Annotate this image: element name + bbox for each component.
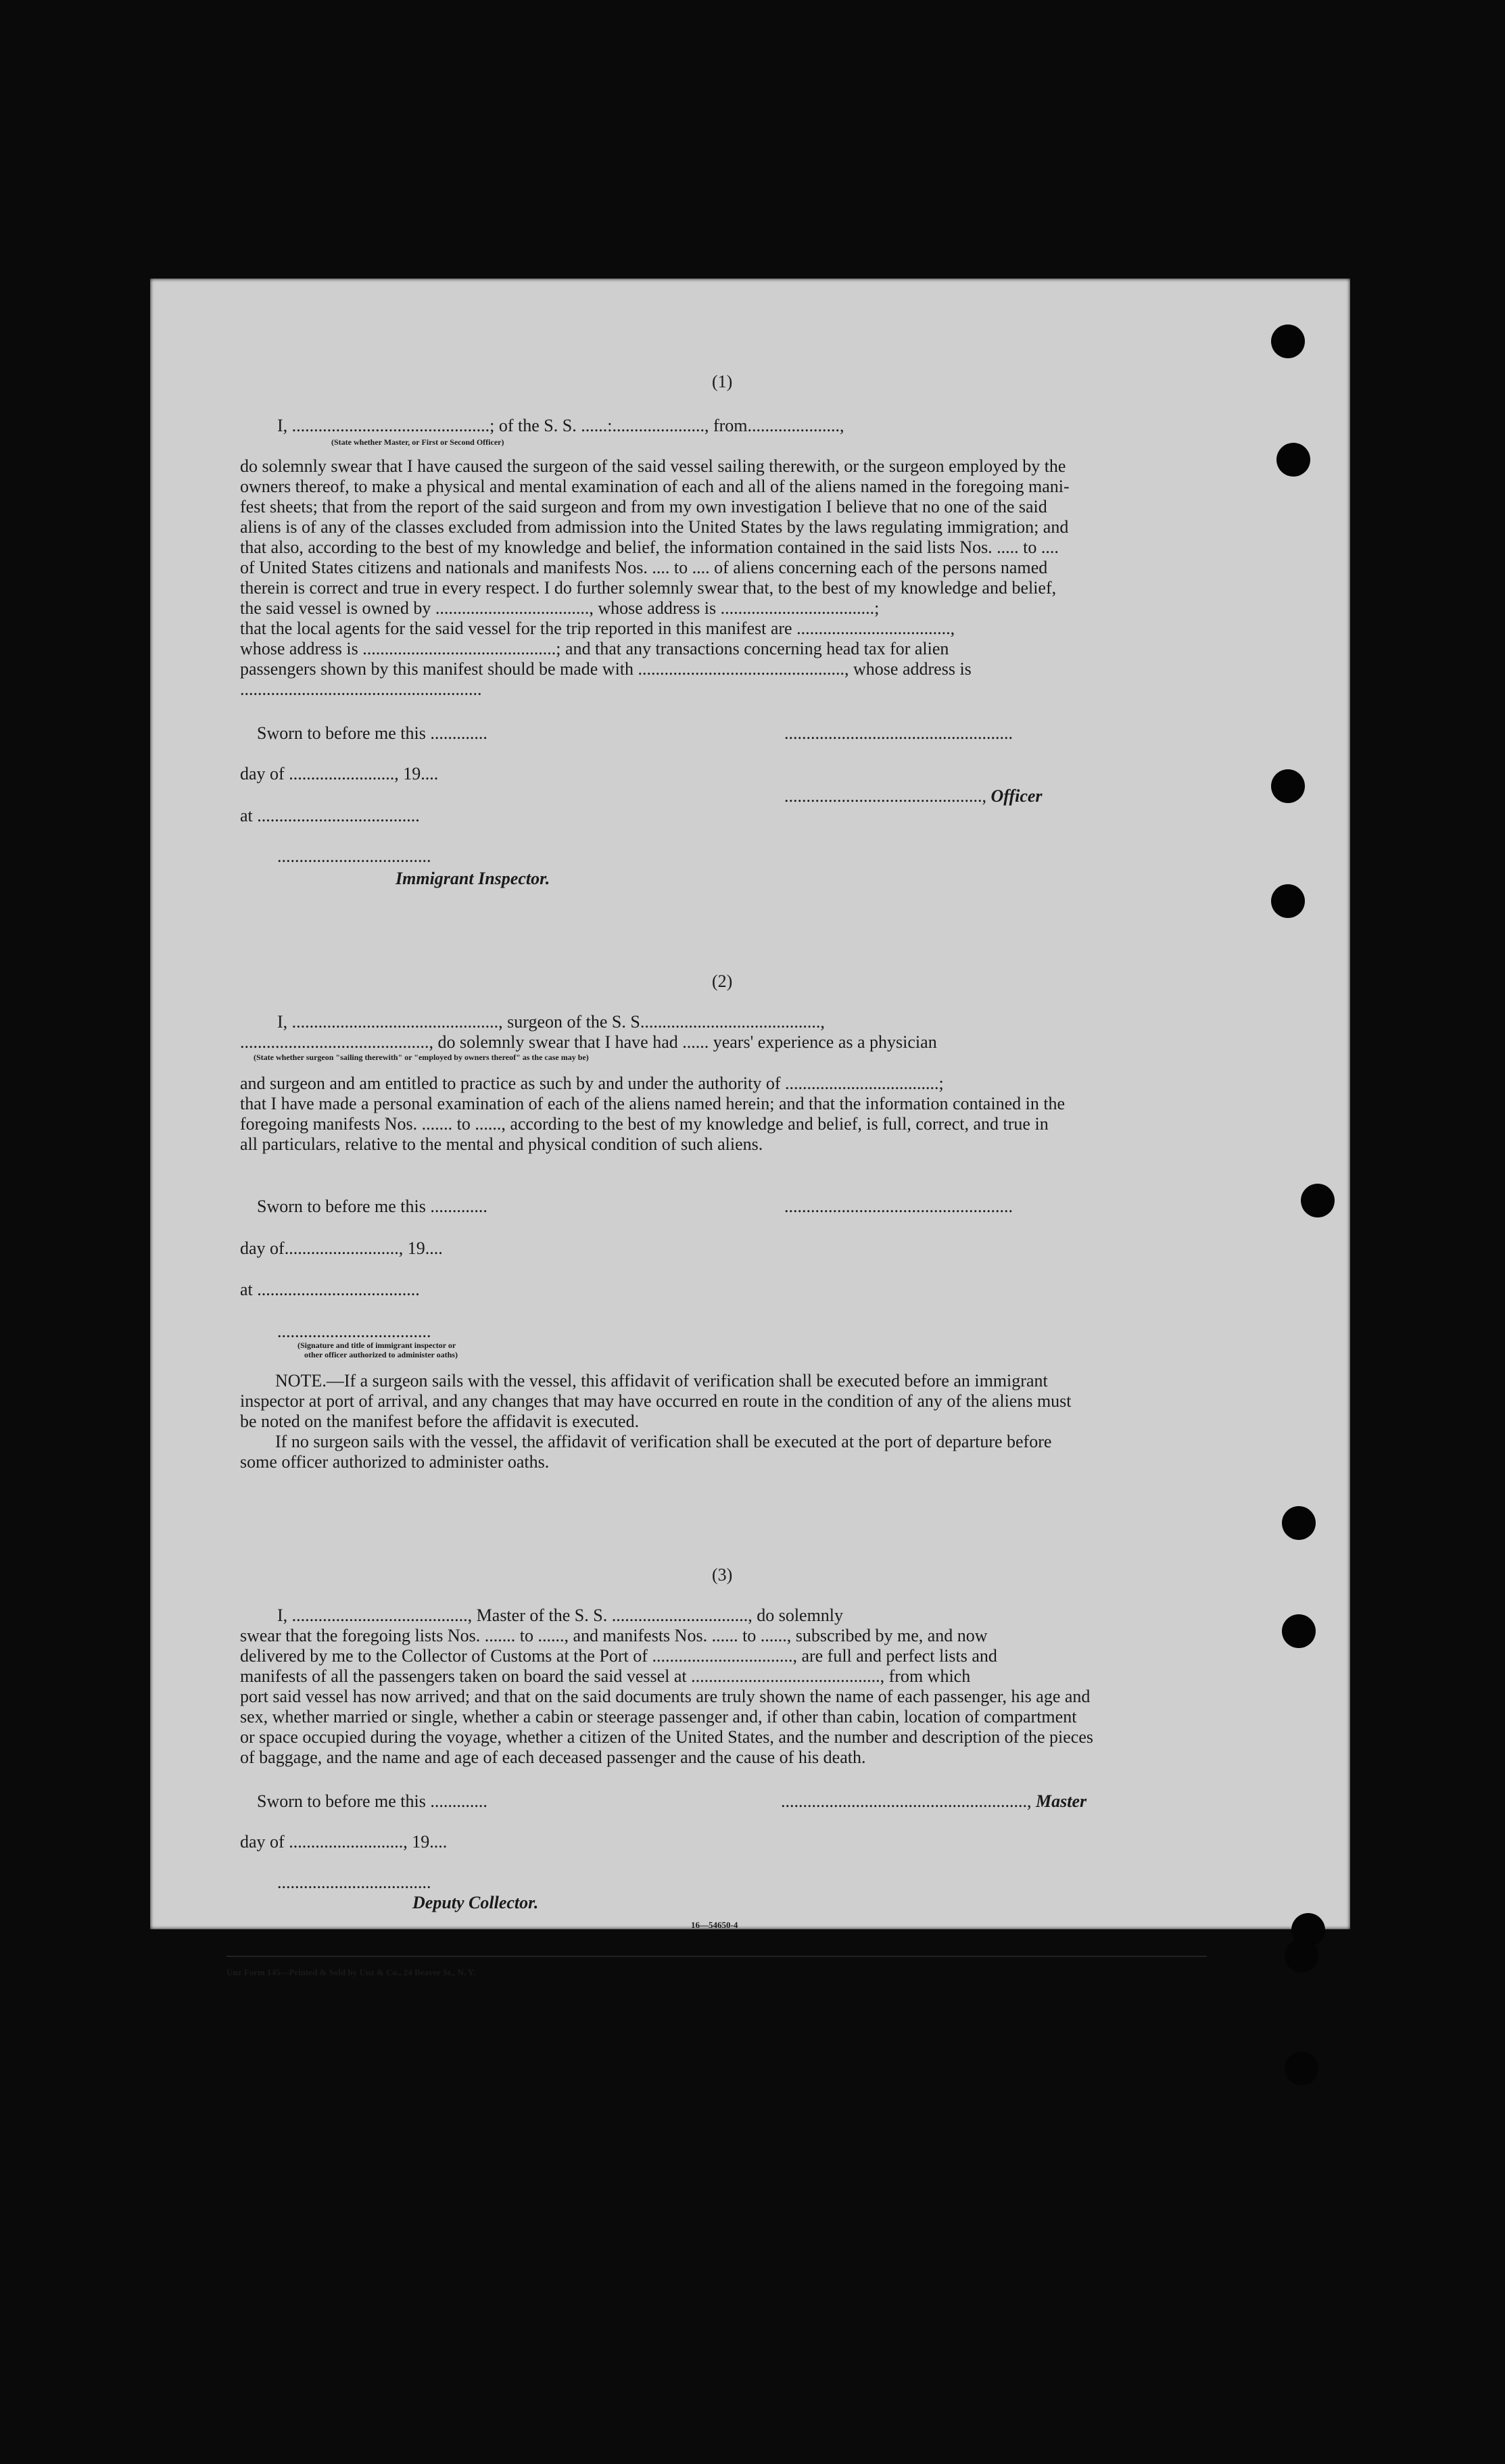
section-1-number: (1) — [712, 372, 733, 391]
inspector-label: Immigrant Inspector. — [396, 869, 550, 888]
section-2-second-line: ..........................................., do solemnly swear that I have had ...... years' experience as a physician — [240, 1032, 937, 1052]
body-line: that I have made a personal examination of each of the aliens named herein; and that the information contained in the — [240, 1094, 1066, 1113]
punch-hole — [1276, 443, 1310, 477]
note-line: NOTE.—If a surgeon sails with the vessel, this affidavit of verification shall be executed before an immigrant — [275, 1371, 1048, 1391]
signature-note: other officer authorized to administer oaths) — [304, 1350, 458, 1359]
at-line: at ..................................... — [240, 806, 420, 825]
day-line: day of ........................, 19.... — [240, 764, 439, 783]
body-line: ....................................................... — [240, 679, 482, 699]
body-line: owners thereof, to make a physical and mental examination of each and all of the aliens named in the foregoing mani- — [240, 477, 1070, 496]
deputy-collector-label: Deputy Collector. — [412, 1893, 539, 1912]
punch-hole — [1282, 1506, 1316, 1540]
punch-hole — [1285, 2052, 1318, 2085]
section-1-note: (State whether Master, or First or Second Officer) — [331, 437, 504, 447]
section-1-body — [240, 456, 1207, 700]
section-3-body — [240, 1605, 1207, 1768]
footer-rule — [226, 1956, 1207, 1957]
punch-hole — [1301, 1184, 1335, 1217]
body-line: fest sheets; that from the report of the said surgeon and from my own investigation I believe that no one of the said — [240, 497, 1047, 516]
note-line: some officer authorized to administer oaths. — [240, 1452, 550, 1472]
signature-line: .................................................... — [784, 1197, 1013, 1216]
note-line: inspector at port of arrival, and any changes that may have occurred en route in the condition of any of the aliens must — [240, 1391, 1072, 1411]
at-line: at ..................................... — [240, 1280, 420, 1299]
section-2-number: (2) — [712, 971, 733, 991]
day-line: day of.........................., 19.... — [240, 1238, 443, 1258]
body-line: all particulars, relative to the mental and physical condition of such aliens. — [240, 1134, 763, 1154]
punch-hole — [1271, 324, 1305, 358]
body-line: that the local agents for the said vessel for the trip reported in this manifest are ..................................., — [240, 619, 955, 638]
body-line: the said vessel is owned by ..................................., whose address is ...................................; — [240, 598, 880, 618]
section-1-first-line: I, .............................................; of the S. S. ......:....................., from....................., — [277, 416, 844, 435]
inspector-signature-line: ................................... — [277, 846, 431, 866]
master-signature-line — [781, 1791, 1086, 1812]
section-2-body — [240, 1073, 1207, 1155]
body-line: sex, whether married or single, whether a cabin or steerage passenger and, if other than cabin, location of compartment — [240, 1707, 1077, 1726]
punch-hole — [1285, 1939, 1318, 1973]
body-line: foregoing manifests Nos. ....... to ......, according to the best of my knowledge and belief, is full, correct, and true in — [240, 1114, 1049, 1134]
body-line: port said vessel has now arrived; and that on the said documents are truly shown the name of each passenger, his age and — [240, 1687, 1091, 1706]
master-label: Master — [1036, 1791, 1087, 1811]
collector-signature-line: ................................... — [277, 1873, 431, 1892]
punch-hole — [1271, 769, 1305, 803]
punch-hole — [1271, 884, 1305, 918]
officer-signature-line — [784, 786, 1043, 806]
signature-note: (Signature and title of immigrant inspector or — [297, 1340, 456, 1350]
body-line: whose address is ............................................; and that any transactions concerning head tax for alien — [240, 639, 949, 658]
body-line: and surgeon and am entitled to practice as such by and under the authority of ...................................; — [240, 1073, 944, 1093]
signature-line: .................................................... — [784, 723, 1013, 743]
day-line: day of .........................., 19.... — [240, 1832, 448, 1852]
body-line: delivered by me to the Collector of Customs at the Port of ................................, are full and perfect lists and — [240, 1646, 997, 1666]
section-2-note: (State whether surgeon "sailing therewith" or "employed by owners thereof" as the case may be) — [254, 1053, 589, 1062]
body-line: I, ........................................, Master of the S. S. ..............................., do solemnly — [277, 1605, 844, 1625]
master-dots: ........................................................, — [781, 1791, 1032, 1811]
section-3-number: (3) — [712, 1565, 733, 1585]
body-line: passengers shown by this manifest should be made with ..............................................., whose address is — [240, 659, 972, 679]
punch-hole — [1282, 1614, 1316, 1648]
sworn-line: Sworn to before me this ............. — [257, 1197, 487, 1216]
section-2-note-paragraph — [240, 1371, 1207, 1472]
body-line: therein is correct and true in every respect. I do further solemnly swear that, to the best of my knowledge and belief, — [240, 578, 1057, 598]
sworn-line: Sworn to before me this ............. — [257, 1791, 487, 1811]
officer-dots: ............................................., — [784, 786, 986, 806]
officer-label: Officer — [990, 786, 1043, 806]
form-code: 16—54650-4 — [691, 1920, 738, 1930]
body-line: do solemnly swear that I have caused the surgeon of the said vessel sailing therewith, or the surgeon employed by the — [240, 456, 1066, 476]
printer-footer: Unz Form 145—Printed & Sold by Unz & Co., 24 Beaver St., N. Y. — [226, 1967, 476, 1977]
body-line: aliens is of any of the classes excluded from admission into the United States by the laws regulating immigration; and — [240, 517, 1069, 537]
note-line: If no surgeon sails with the vessel, the affidavit of verification shall be executed at the port of departure before — [275, 1432, 1052, 1451]
body-line: or space occupied during the voyage, whether a citizen of the United States, and the number and description of the pieces — [240, 1727, 1094, 1747]
body-line: swear that the foregoing lists Nos. ....... to ......, and manifests Nos. ...... to ......, subscribed by me, and now — [240, 1626, 988, 1645]
sworn-line: Sworn to before me this ............. — [257, 723, 487, 743]
inspector-signature-line: ................................... — [277, 1322, 431, 1341]
body-line: of baggage, and the name and age of each deceased passenger and the cause of his death. — [240, 1747, 866, 1767]
section-2-first-line: I, ..............................................., surgeon of the S. S........................................., — [277, 1012, 825, 1032]
note-line: be noted on the manifest before the affidavit is executed. — [240, 1411, 640, 1431]
body-line: manifests of all the passengers taken on board the said vessel at ..........................................., from which — [240, 1666, 971, 1686]
body-line: that also, according to the best of my knowledge and belief, the information contained in the said lists Nos. ..... to .... — [240, 537, 1059, 557]
body-line: of United States citizens and nationals and manifests Nos. .... to .... of aliens concerning each of the persons named — [240, 558, 1048, 577]
